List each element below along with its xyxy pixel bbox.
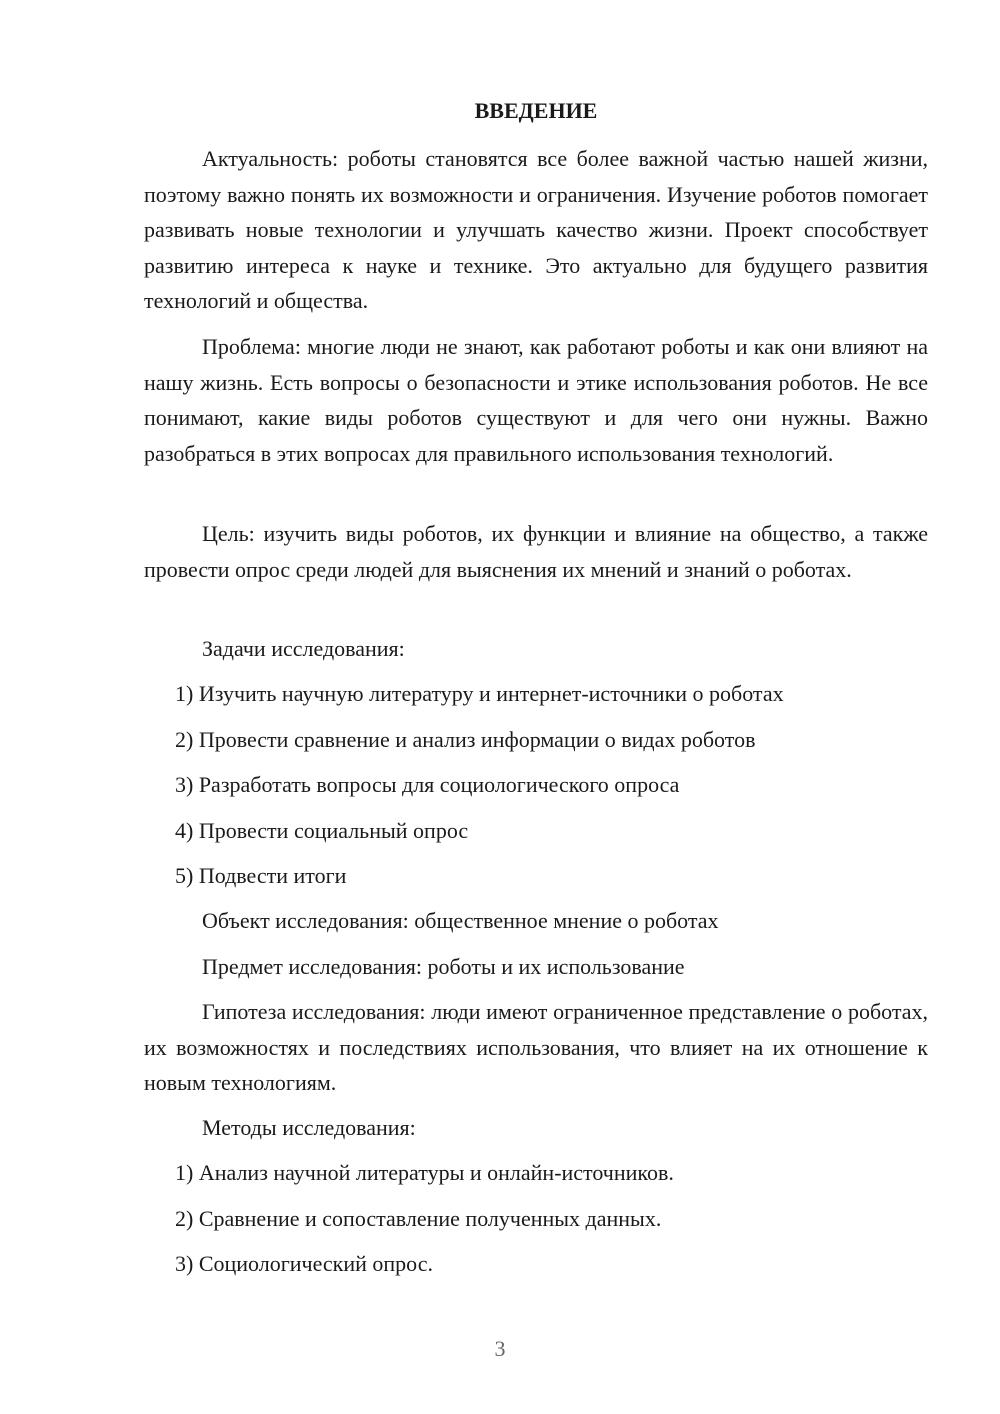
goal-paragraph: Цель: изучить виды роботов, их функции и влияние на общество, а также провести опрос среди людей для выяснения их мнений и знаний о роботах. [144,521,928,582]
task-item: 5) Подвести итоги [175,863,347,888]
research-object: Объект исследования: общественное мнение о роботах [202,908,719,933]
task-item: 4) Провести социальный опрос [175,818,469,843]
method-item: 1) Анализ научной литературы и онлайн-источников. [175,1160,674,1185]
task-item: 2) Провести сравнение и анализ информации о видах роботов [175,727,756,752]
relevance-paragraph: Актуальность: роботы становятся все более важной частью нашей жизни, поэтому важно понять их возможности и ограничения. Изучение роботов помогает развивать новые технологии и улучшать качество жизни. Проект способствует развитию интереса к науке и технике. Это актуально для будущего развития технологий и общества. [144,146,928,313]
tasks-title: Задачи исследования: [202,636,405,661]
task-item: 1) Изучить научную литературу и интернет-источники о роботах [175,681,784,706]
problem-paragraph: Проблема: многие люди не знают, как работают роботы и как они влияют на нашу жизнь. Есть вопросы о безопасности и этике использования роботов. Не все понимают, какие виды роботов существуют и для чего они нужны. Важно разобраться в этих вопросах для правильного использования технологий. [144,334,928,466]
hypothesis-paragraph: Гипотеза исследования: люди имеют ограниченное представление о роботах, их возможностях и последствиях использования, что влияет на их отношение к новым технологиям. [144,999,928,1095]
method-item: 2) Сравнение и сопоставление полученных данных. [175,1206,662,1231]
method-item: 3) Социологический опрос. [175,1251,433,1276]
task-item: 3) Разработать вопросы для социологического опроса [175,772,680,797]
methods-title: Методы исследования: [202,1115,416,1140]
research-subject: Предмет исследования: роботы и их использование [202,954,685,979]
page-number: 3 [494,1336,506,1361]
page-title: ВВЕДЕНИЕ [474,98,598,123]
